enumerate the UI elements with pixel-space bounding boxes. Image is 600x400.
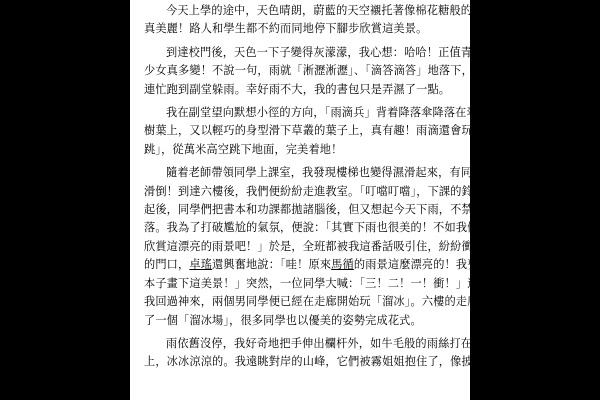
text-line: 落。我為了打破尷尬的氣氛，便說：「其實下雨也很美的！不如我們一起 — [144, 221, 502, 235]
text-line: 我回過神來，兩個男同學便已經在走廊開始玩「溜冰」。六樓的走廊變成 — [144, 295, 502, 309]
text-line: 我在副堂望向默想小徑的方向，「雨滴兵」背着降落傘降落在翠綠的 — [166, 106, 501, 120]
underlined-name: 馬循 — [331, 258, 354, 272]
text-line: 起後，同學們把書本和功課都拋諸腦後，但又想起今天下雨，不禁有些失 — [144, 203, 507, 217]
text-line: 的門口，卓瑤還興奮地說：「哇！原來馬循的雨景這麼漂亮的！我要用小 — [144, 258, 502, 272]
text-line: 雨依舊沒停，我好奇地把手伸出欄杆外，如牛毛般的雨絲打在我的手 — [166, 336, 507, 350]
text-line: 本子畫下這美景！」突然，一位同學大喊：「三！二！一！衝！」還未待 — [144, 276, 502, 290]
text-line: 滑倒！到達六樓後，我們便紛紛走進教室。「叮噹叮噹」，下課的鈴聲響 — [144, 184, 496, 198]
essay-body — [144, 2, 507, 377]
document-page — [130, 0, 507, 400]
text-line: 少女真多變！不說一句，雨就「淅瀝淅瀝」、「滴答滴答」地落下，我 — [144, 64, 485, 78]
paragraph — [144, 2, 507, 39]
text-line: 今天上學的途中，天色晴朗，蔚藍的天空襯托著像棉花糖般的雲朵， — [166, 4, 507, 17]
text-line: 了一個「溜冰場」，很多同學也以優美的姿勢完成花式。 — [144, 313, 422, 327]
text-line: 欣賞這漂亮的雨景吧！」於是，全班都被我這番話吸引住，紛紛衝出教室 — [144, 239, 507, 253]
paragraph — [144, 44, 507, 99]
text-line: 上，冰冰涼涼的。我遠眺對岸的山峰，它們被霧姐姐抱住了，像披上了一 — [144, 355, 507, 369]
paragraph — [144, 104, 507, 159]
paragraph — [144, 164, 507, 330]
paragraph — [144, 335, 507, 372]
text-line: 隨着老師帶領同學上課室，我發現樓梯也變得濕滑起來，有同學差點 — [166, 166, 507, 180]
text-line: 跳」，從萬米高空跳下地面，完美着地！ — [144, 142, 343, 156]
text-line: 連忙跑到副堂躲雨。幸好雨不大，我的書包只是弄濕了一點。 — [144, 82, 451, 96]
text-line: 到達校門後，天色一下子變得灰濛濛，我心想：哈哈！正值青春期的 — [166, 45, 507, 59]
underlined-name: 卓瑤 — [189, 258, 213, 272]
text-line: 樹葉上，又以輕巧的身型滑下草叢的葉子上，真有趣！雨滴還會玩「笨豬 — [144, 124, 507, 138]
text-line: 真美麗！路人和學生都不約而同地停下腳步欣賞這美景。 — [144, 22, 428, 36]
